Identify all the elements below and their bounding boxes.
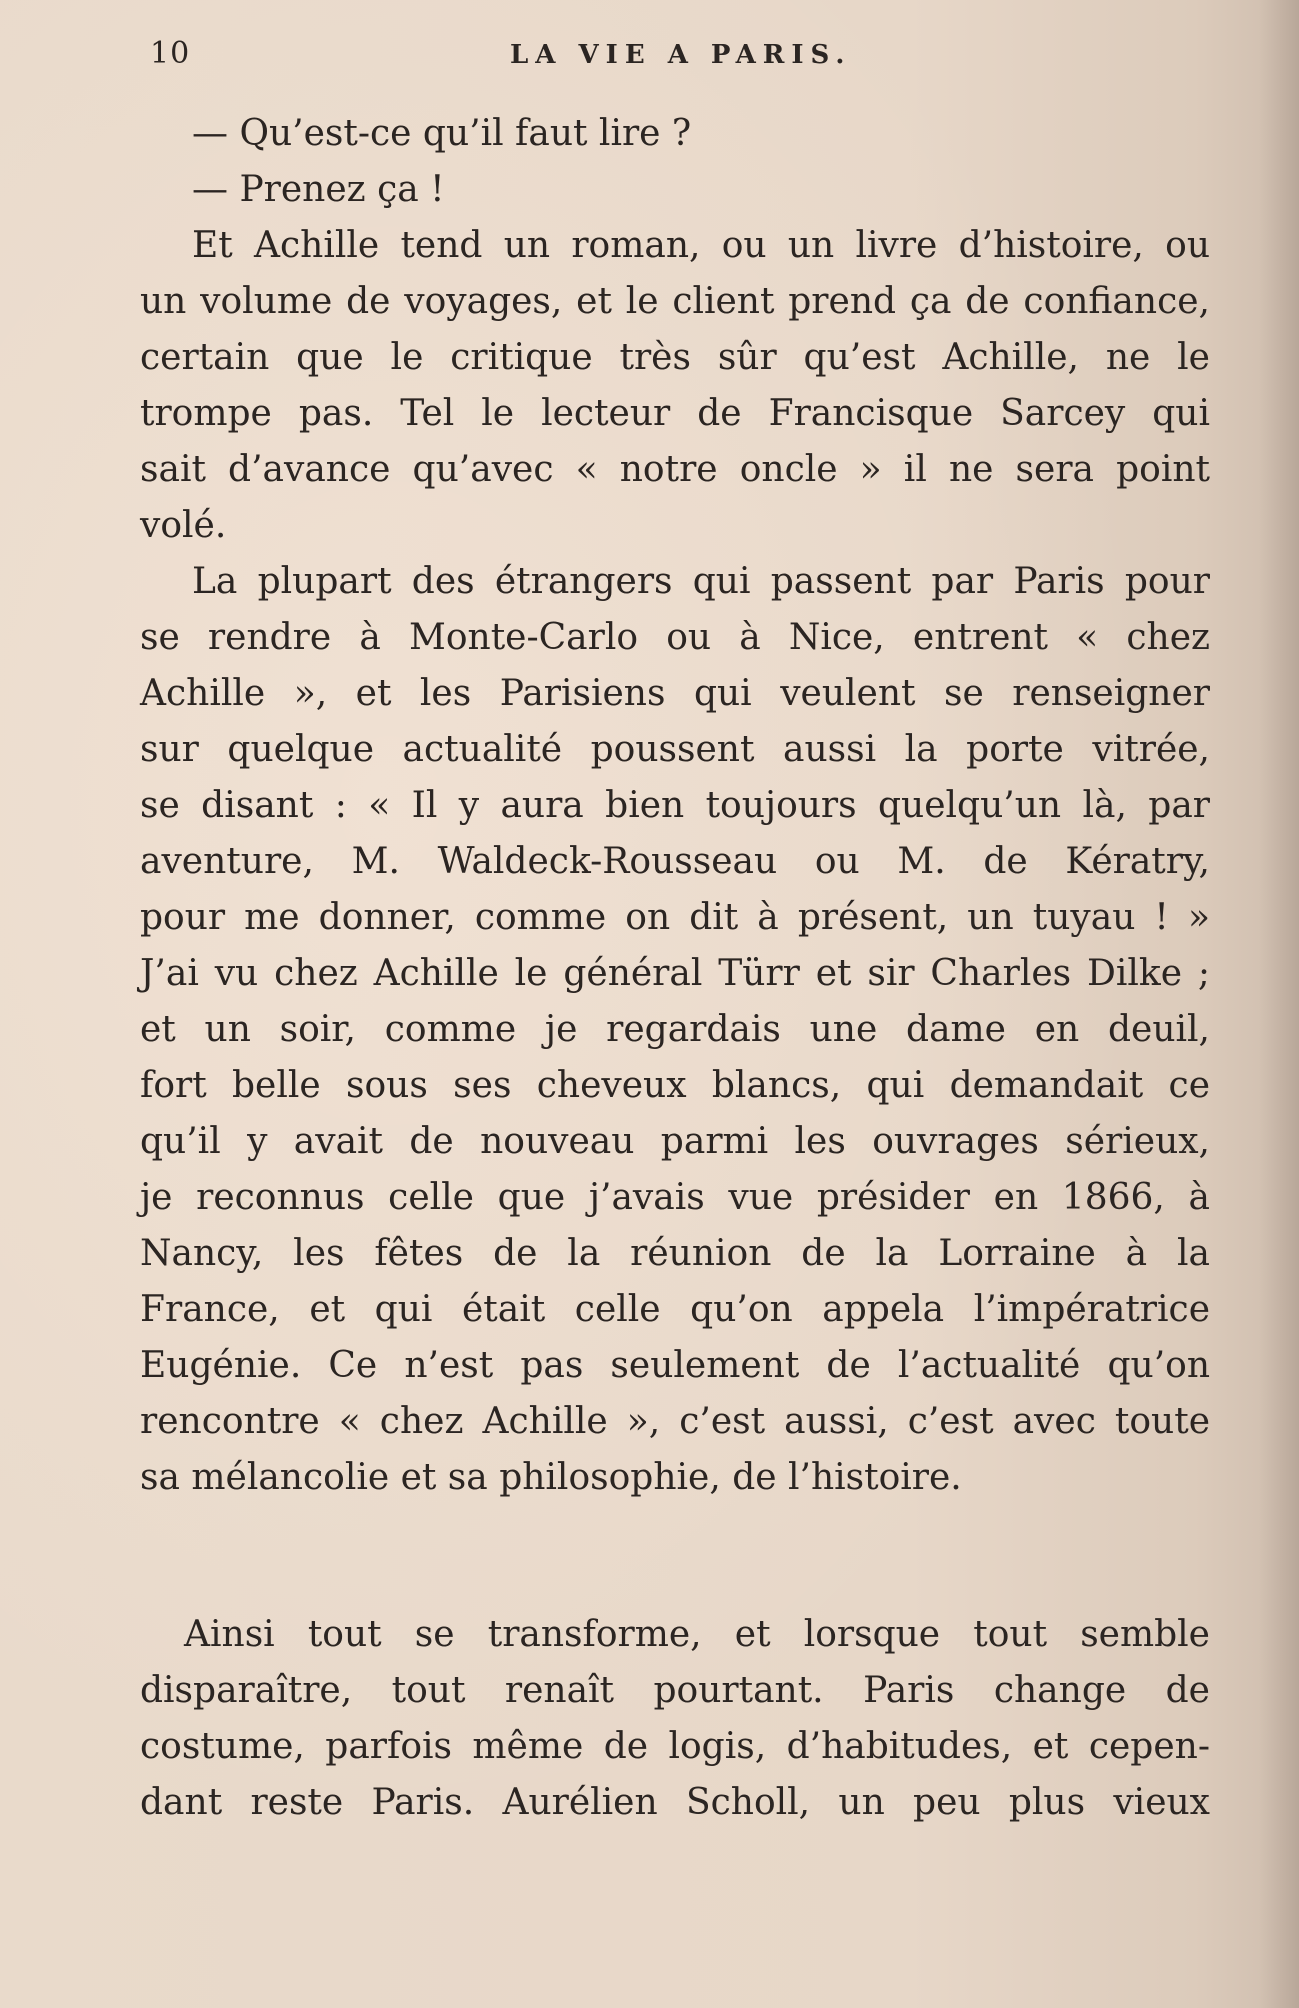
text-line: Et Achille tend un roman, ou un livre d’histoire, ou: [192, 225, 1210, 266]
text-line: je reconnus celle que j’avais vue présider en 1866, à: [140, 1177, 1210, 1218]
text-line: certain que le critique très sûr qu’est Achille, ne le: [140, 337, 1210, 378]
text-line: J’ai vu chez Achille le général Türr et sir Charles Dilke ;: [140, 953, 1210, 994]
text-line: un volume de voyages, et le client prend ça de confiance,: [140, 281, 1210, 322]
page-number: 10: [150, 36, 191, 71]
text-line: sait d’avance qu’avec « notre oncle » il ne sera point: [140, 449, 1210, 490]
text-line: — Prenez ça !: [192, 169, 445, 210]
text-line: — Qu’est-ce qu’il faut lire ?: [192, 113, 692, 154]
text-line: sa mélancolie et sa philosophie, de l’histoire.: [140, 1457, 962, 1498]
text-line: Achille », et les Parisiens qui veulent se renseigner: [140, 673, 1210, 714]
paragraph-block-1: [140, 106, 1210, 1506]
text-line: rencontre « chez Achille », c’est aussi, c’est avec toute: [140, 1401, 1210, 1442]
text-line: sur quelque actualité poussent aussi la porte vitrée,: [140, 729, 1210, 770]
running-title: LA VIE A PARIS.: [510, 40, 852, 70]
text-line: Eugénie. Ce n’est pas seulement de l’actualité qu’on: [140, 1345, 1210, 1386]
text-line: se rendre à Monte-Carlo ou à Nice, entrent « chez: [140, 617, 1210, 658]
text-line: dant reste Paris. Aurélien Scholl, un peu plus vieux: [140, 1782, 1210, 1823]
text-line: Ainsi tout se transforme, et lorsque tout semble: [184, 1614, 1210, 1655]
page-edge-shadow: [1259, 0, 1299, 2008]
running-head: [150, 36, 870, 76]
text-line: disparaître, tout renaît pourtant. Paris change de: [140, 1670, 1210, 1711]
text-line: France, et qui était celle qu’on appela l’impératrice: [140, 1289, 1210, 1330]
text-line: pour me donner, comme on dit à présent, un tuyau ! »: [140, 897, 1210, 938]
text-line: aventure, M. Waldeck-Rousseau ou M. de Kératry,: [140, 841, 1210, 882]
text-line: et un soir, comme je regardais une dame en deuil,: [140, 1009, 1210, 1050]
text-line: costume, parfois même de logis, d’habitudes, et cepen-: [140, 1726, 1210, 1767]
text-line: Nancy, les fêtes de la réunion de la Lorraine à la: [140, 1233, 1210, 1274]
text-line: qu’il y avait de nouveau parmi les ouvrages sérieux,: [140, 1121, 1210, 1162]
text-line: La plupart des étrangers qui passent par Paris pour: [192, 561, 1210, 602]
paragraph-block-2: [140, 1607, 1210, 1831]
text-line: fort belle sous ses cheveux blancs, qui demandait ce: [140, 1065, 1210, 1106]
text-line: se disant : « Il y aura bien toujours quelqu’un là, par: [140, 785, 1210, 826]
text-line: volé.: [140, 505, 227, 546]
text-line: trompe pas. Tel le lecteur de Francisque Sarcey qui: [140, 393, 1210, 434]
